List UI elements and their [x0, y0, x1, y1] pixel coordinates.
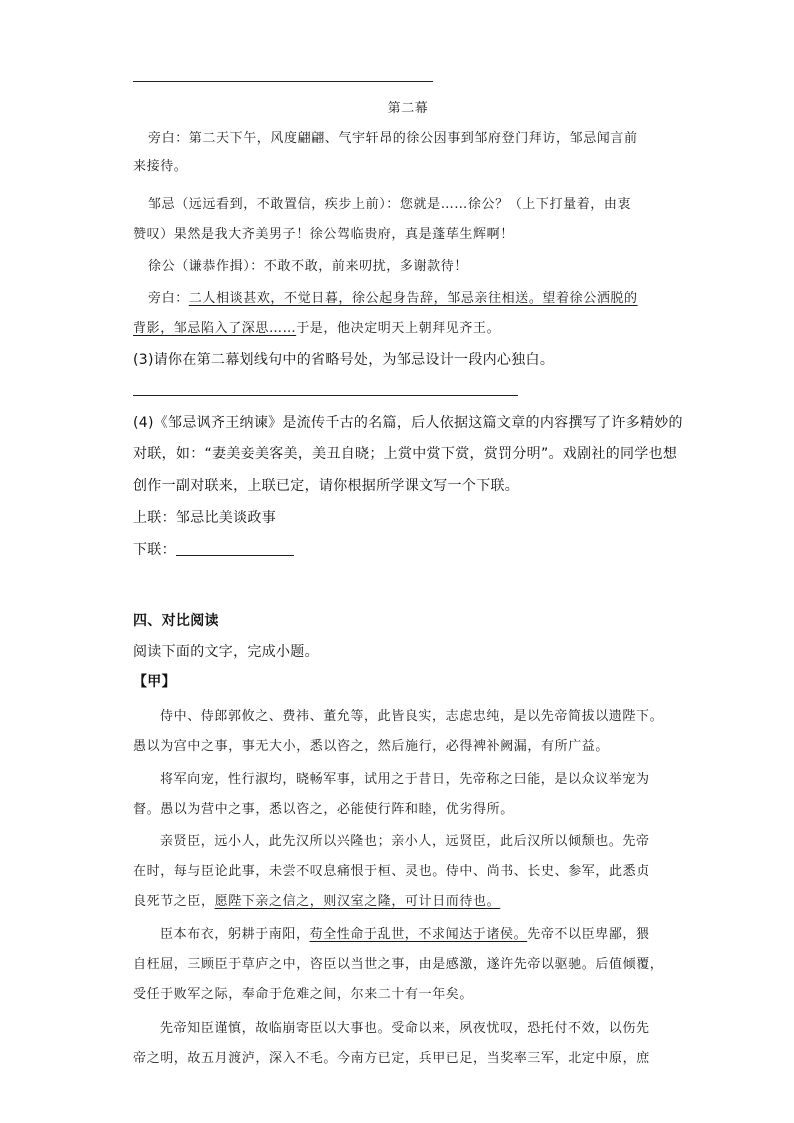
- instruction-text: 阅读下面的文字，完成小题。: [133, 644, 319, 660]
- dialogue-line: 赞叹）果然是我大齐美男子！徐公驾临贵府，真是蓬荜生辉啊！: [133, 227, 514, 242]
- lower-couplet: [133, 539, 294, 559]
- underlined-sentence: 二人相谈甚欢，不觉日暮，徐公起身告辞，邹忌亲往相送。望着徐公洒脱的: [188, 291, 638, 306]
- passage-line: 受任于败军之际，奉命于危难之间，尔来二十有一年矣。: [133, 987, 474, 1002]
- question-3: (3)请你在第二幕划线句中的省略号处，为邹忌设计一段内心独白。: [133, 352, 555, 368]
- passage-line: [133, 890, 500, 909]
- passage-line: 帝之明，故五月渡泸，深入不毛。今南方已定，兵甲已足，当奖率三军，北定中原，庶: [133, 1051, 650, 1066]
- lower-couplet-label: 下联：: [133, 542, 176, 558]
- section-heading: 四、对比阅读: [133, 613, 219, 629]
- passage-text: 良死节之臣，: [133, 894, 215, 909]
- passage-line: [160, 923, 650, 942]
- passage-line: 将军向宠，性行淑均，晓畅军事，试用之于昔日，先帝称之曰能，是以众议举宠为: [160, 772, 650, 787]
- narration-line: [148, 287, 638, 306]
- narration-line: 来接待。: [133, 159, 188, 174]
- narration-label: 旁白：: [148, 291, 189, 306]
- underlined-sentence: 愿陛下亲之信之，则汉室之隆，可计日而待也。: [214, 894, 501, 909]
- underlined-sentence: 苟全性命于乱世，不求闻达于诸侯。: [309, 927, 528, 942]
- passage-line: 侍中、侍郎郭攸之、费祎、董允等，此皆良实，志虑忠纯，是以先帝简拔以遗陛下。: [160, 709, 664, 724]
- upper-couplet: 上联：邹忌比美谈政事: [133, 510, 276, 526]
- passage-text: 先帝不以臣卑鄙，猥: [527, 927, 650, 942]
- answer-line[interactable]: [133, 395, 518, 396]
- passage-text: 臣本布衣，躬耕于南阳，: [160, 927, 310, 942]
- passage-line: 在时，每与臣论此事，未尝不叹息痛恨于桓、灵也。侍中、尚书、长史、参军，此悉贞: [133, 864, 650, 879]
- passage-label: 【甲】: [133, 674, 176, 690]
- passage-line: 愚以为宫中之事，事无大小，悉以咨之，然后施行，必得裨补阙漏，有所广益。: [133, 739, 610, 754]
- question-4-line: 创作一副对联来，上联已定，请你根据所学课文写一个下联。: [133, 478, 520, 494]
- dialogue-line: 徐公（谦恭作揖）：不敢不敢，前来叨扰，多谢款待！: [148, 259, 468, 274]
- act2-title: 第二幕: [387, 101, 429, 116]
- question-4-line: 对联，如：“妻美妾美客美，美丑自晓；上赏中赏下赏，赏罚分明”。戏剧社的同学也想: [133, 446, 678, 462]
- narration-text: 于是，他决定明天上朝拜见齐王。: [296, 321, 501, 336]
- question-4-line: (4)《邹忌讽齐王纳谏》是流传千古的名篇，后人依据这篇文章的内容撰写了许多精妙的: [133, 415, 683, 431]
- top-divider: [133, 81, 433, 82]
- dialogue-line: 邹忌（远远看到，不敢置信，疾步上前）：您就是……徐公？（上下打量着，由衷: [148, 197, 632, 212]
- passage-line: 亲贤臣，远小人，此先汉所以兴隆也；亲小人，远贤臣，此后汉所以倾颓也。先帝: [160, 834, 650, 849]
- underlined-sentence: 背影，邹忌陷入了深思……: [133, 321, 297, 336]
- passage-line: 自枉屈，三顾臣于草庐之中，咨臣以当世之事，由是感激，遂许先帝以驱驰。后值倾覆，: [133, 957, 664, 972]
- passage-line: 督。愚以为营中之事，悉以咨之，必能使行阵和睦，优劣得所。: [133, 802, 514, 817]
- narration-line: 旁白：第二天下午，风度翩翩、气宇轩昂的徐公因事到邹府登门拜访，邹忌闻言前: [148, 131, 638, 146]
- passage-line: 先帝知臣谨慎，故临崩寄臣以大事也。受命以来，夙夜忧叹，恐托付不效，以伤先: [160, 1021, 650, 1036]
- narration-line: [133, 317, 500, 336]
- lower-couplet-blank[interactable]: [176, 542, 294, 556]
